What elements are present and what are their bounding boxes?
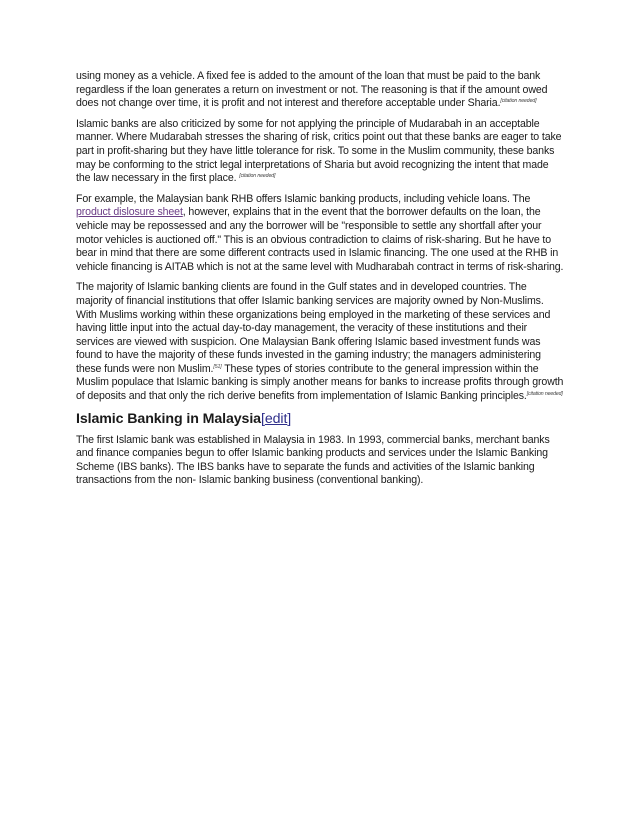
citation-needed-link[interactable]: [citation needed] xyxy=(526,391,563,398)
section-title: Islamic Banking in Malaysia xyxy=(76,410,261,427)
reference-51-link[interactable]: [51] xyxy=(213,363,222,370)
paragraph-text: Islamic banks are also criticized by some for not applying the principle of Mudarabah in an acceptable manner. Where Mudarabah stresses the sharing of risk, critics point out that these banks are eager to take part in profit-sharing but they have little tolerance for risk. To some in the Muslim community, these banks may be conforming to the strict legal interpretations of Sharia but avoid recognizing the intent that made the law necessary in the first place. xyxy=(76,117,562,185)
edit-section-link[interactable]: edit xyxy=(264,410,288,427)
article-body xyxy=(76,70,564,495)
paragraph-text: using money as a vehicle. A fixed fee is added to the amount of the loan that must be paid to the bank regardless if the loan generates a return on investment or not. The reasoning is that if the amount owed does not change over time, it is profit and not interest and therefore acceptable under Sharia. xyxy=(76,70,548,110)
paragraph-text: For example, the Malaysian bank RHB offers Islamic banking products, including vehicle loans. The xyxy=(76,192,531,205)
paragraph-rhb-example xyxy=(76,193,564,275)
section-heading xyxy=(76,411,564,428)
paragraph-text: , however, explains that in the event that the borrower defaults on the loan, the vehicle may be repossessed and any the borrower will be "responsible to settle any shortfall after your motor vehicles is auctioned off." This is an obvious contradiction to claims of risk-sharing. But he have to bear in mind that there are some different contracts used in Islamic financing. The one used at the RHB in vehicle financing is AITAB which is not at the same level with Mudharabah contract in terms of risk-sharing. xyxy=(76,206,564,273)
paragraph-text: These types of stories contribute to the general impression within the Muslim populace that Islamic banking is simply another means for banks to increase profits through growth of deposits and that only the rich derive benefits from implementation of Islamic Banking principles. xyxy=(76,362,564,403)
paragraph-malaysia-history xyxy=(76,434,564,488)
citation-needed-link[interactable]: [citation needed] xyxy=(500,98,537,105)
paragraph-text: The majority of Islamic banking clients are found in the Gulf states and in developed countries. The majority of financial institutions that offer Islamic banking services are majority owned by Non-Muslims. With Muslims working within these organizations being employed in the marketing of these services and having little input into the actual day-to-day management, the veracity of these institutions and their services are viewed with suspicion. One Malaysian Bank offering Islamic based investment funds was found to have the majority of these funds invested in the gaming industry; the managers administering these funds were non Muslim. xyxy=(76,281,551,375)
paragraph-mudarabah-criticism xyxy=(76,118,564,186)
paragraph-sharia-fee xyxy=(76,70,564,111)
paragraph-clients-majority xyxy=(76,281,564,403)
paragraph-text: The first Islamic bank was established in Malaysia in 1983. In 1993, commercial banks, merchant banks and finance companies begun to offer Islamic banking products and services under the Islamic Banking Scheme (IBS banks). The IBS banks have to separate the funds and activities of the Islamic banking transactions from the non- Islamic banking business (conventional banking). xyxy=(76,433,550,487)
citation-needed-link[interactable]: [citation needed] xyxy=(239,173,276,180)
edit-section: [edit] xyxy=(260,410,292,427)
product-disclosure-sheet-link[interactable]: product dislosure sheet xyxy=(76,206,183,219)
